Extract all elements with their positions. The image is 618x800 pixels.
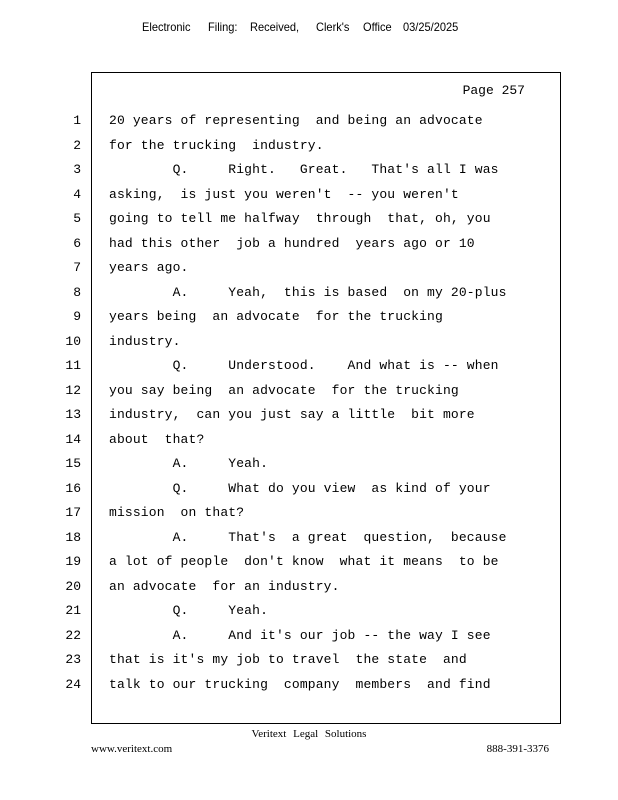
line-number: 6 [73,236,81,251]
header-electronic: Electronic [142,20,191,34]
line-text: talk to our trucking company members and find [109,677,491,692]
footer-website: www.veritext.com [91,743,173,755]
header-filing: Filing: [208,20,238,34]
line-text: Q. Understood. And what is -- when [109,358,499,373]
footer-company: Veritext Legal Solutions [251,728,367,740]
line-text: for the trucking industry. [109,138,324,153]
line-number: 10 [65,334,81,349]
line-text: A. That's a great question, because [109,530,507,545]
line-number: 9 [73,309,81,324]
line-text: A. And it's our job -- the way I see [109,628,491,643]
line-number: 11 [65,358,81,373]
line-text: industry. [109,334,181,349]
line-text: a lot of people don't know what it means to be [109,554,499,569]
line-text: had this other job a hundred years ago or 10 [109,236,475,251]
page-number: Page 257 [462,83,525,98]
line-text: asking, is just you weren't -- you weren't [109,187,459,202]
line-number: 18 [65,530,81,545]
line-number: 14 [65,432,81,447]
line-text: Q. Yeah. [109,603,269,618]
line-number: 4 [73,187,81,202]
line-number: 23 [65,652,81,667]
header-clerks: Clerk's [316,20,350,34]
line-text: industry, can you just say a little bit more [109,407,475,422]
line-number: 24 [65,677,81,692]
line-number: 15 [65,456,81,471]
line-number: 5 [73,211,81,226]
line-number: 2 [73,138,81,153]
line-number: 3 [73,162,81,177]
line-text: Q. What do you view as kind of your [109,481,491,496]
line-number: 22 [65,628,81,643]
header-office: Office [363,20,392,34]
line-text: that is it's my job to travel the state and [109,652,467,667]
line-text: 20 years of representing and being an advocate [109,113,483,128]
footer-phone: 888-391-3376 [486,743,549,755]
line-text: A. Yeah, this is based on my 20-plus [109,285,507,300]
line-number: 17 [65,505,81,520]
line-number: 19 [65,554,81,569]
line-number: 12 [65,383,81,398]
line-text: going to tell me halfway through that, oh, you [109,211,491,226]
line-number: 20 [65,579,81,594]
line-text: you say being an advocate for the trucking [109,383,459,398]
line-number: 21 [65,603,81,618]
line-text: A. Yeah. [109,456,269,471]
header-received: Received, [250,20,300,34]
line-number: 13 [65,407,81,422]
line-number: 16 [65,481,81,496]
line-text: Q. Right. Great. That's all I was [109,162,499,177]
line-text: about that? [109,432,205,447]
line-number: 1 [73,113,81,128]
line-text: mission on that? [109,505,245,520]
line-number: 8 [73,285,81,300]
line-text: an advocate for an industry. [109,579,340,594]
line-number: 7 [73,260,81,275]
line-text: years ago. [109,260,189,275]
header-date: 03/25/2025 [403,20,459,34]
line-text: years being an advocate for the trucking [109,309,443,324]
filing-header [0,20,618,38]
